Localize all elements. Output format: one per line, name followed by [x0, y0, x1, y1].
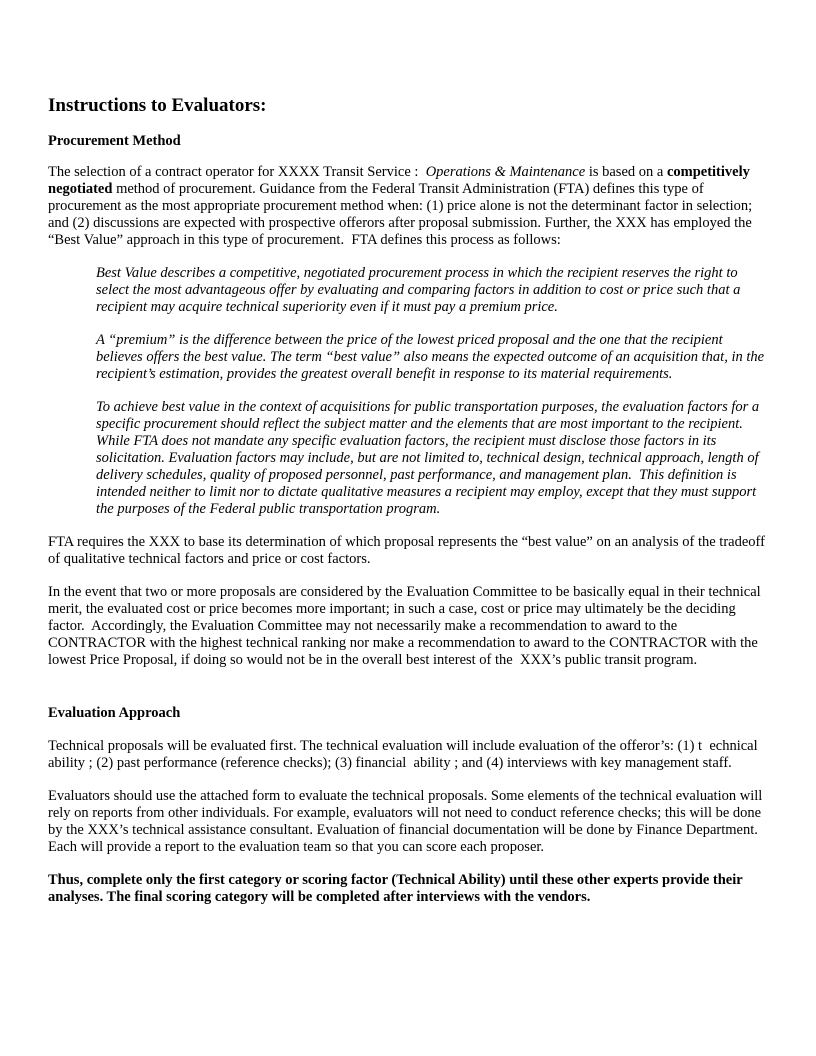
text-run-normal: method of procurement. Guidance from the Federal Transit Administration (FTA) defines this type of procurement as the most appropriate procurement method when: (1) price alone is not the determinant factor in selection; and (2) discussions are expected with prospective offerors after proposal submission. Further, the XXX has employed the “Best Value” approach in this type of procurement. FTA defines this process as follows: [48, 181, 756, 248]
para-evaluators-form: Evaluators should use the attached form to evaluate the technical proposals. Some elements of the technical evaluation will rely on reports from other individuals. For example, evaluators will not need to conduct reference checks; this will be done by the XXX’s technical assistance consultant. Evaluation of financial documentation will be done by Finance Department. Each will provide a report to the evaluation team so that you can score each proposer. [48, 788, 766, 855]
para-evaluation-committee: In the event that two or more proposals are considered by the Evaluation Committee to be basically equal in their technical merit, the evaluated cost or price becomes more important; in such a case, cost or price may ultimately be the deciding factor. Accordingly, the Evaluation Committee may not necessarily make a recommendation to award to the CONTRACTOR with the highest technical ranking nor make a recommendation to award to the CONTRACTOR with the lowest Price Proposal, if doing so would not be in the overall best interest of the XXX’s public transit program. [48, 584, 765, 668]
text-run-bold-method: competitively negotiated [48, 164, 754, 197]
heading-evaluation-approach: Evaluation Approach [48, 705, 181, 721]
document-title: Instructions to Evaluators: [48, 95, 267, 116]
quote-premium-definition: A “premium” is the difference between the price of the lowest priced proposal and the one that the recipient believes offers the best value. The term “best value” also means the expected outcome of an acquisition that, in the recipient’s estimation, provides the greatest overall benefit in response to its material requirements. [96, 332, 768, 382]
quote-best-value-definition: Best Value describes a competitive, negotiated procurement process in which the recipient reserves the right to select the most advantageous offer by evaluating and comparing factors in addition to cost or price such that a recipient may acquire technical superiority even if it must pay a premium price. [96, 265, 744, 315]
heading-procurement-method: Procurement Method [48, 133, 181, 149]
para-procurement-intro [48, 164, 768, 249]
para-fta-requires: FTA requires the XXX to base its determination of which proposal represents the “best value” on an analysis of the tradeoff of qualitative technical factors and price or cost factors. [48, 534, 769, 567]
text-run-normal: The selection of a contract operator for XXXX Transit Service : [48, 164, 426, 180]
para-technical-evaluation: Technical proposals will be evaluated first. The technical evaluation will include evaluation of the offeror’s: (1) t echnical ability ; (2) past performance (reference checks); (3) financial ability ; and (4) interviews with key management staff. [48, 738, 762, 771]
text-run-italic-service-name: Operations & Maintenance [425, 164, 586, 180]
quote-best-value-context: To achieve best value in the context of acquisitions for public transportation purposes, the evaluation factors for a specific procurement should reflect the subject matter and the elements that are most important to the recipient. While FTA does not mandate any specific evaluation factors, the recipient must disclose those factors in its solicitation. Evaluation factors may include, but are not limited to, technical design, technical approach, length of delivery schedules, quality of proposed personnel, past performance, and management plan. This definition is intended neither to limit nor to dictate qualitative measures a recipient may employ, except that they must support the purposes of the Federal public transportation program. [96, 399, 763, 517]
para-thus-complete: Thus, complete only the first category or scoring factor (Technical Ability) until these other experts provide their analyses. The final scoring category will be completed after interviews with the vendors. [48, 872, 747, 905]
text-run-normal: is based on a [585, 164, 667, 180]
